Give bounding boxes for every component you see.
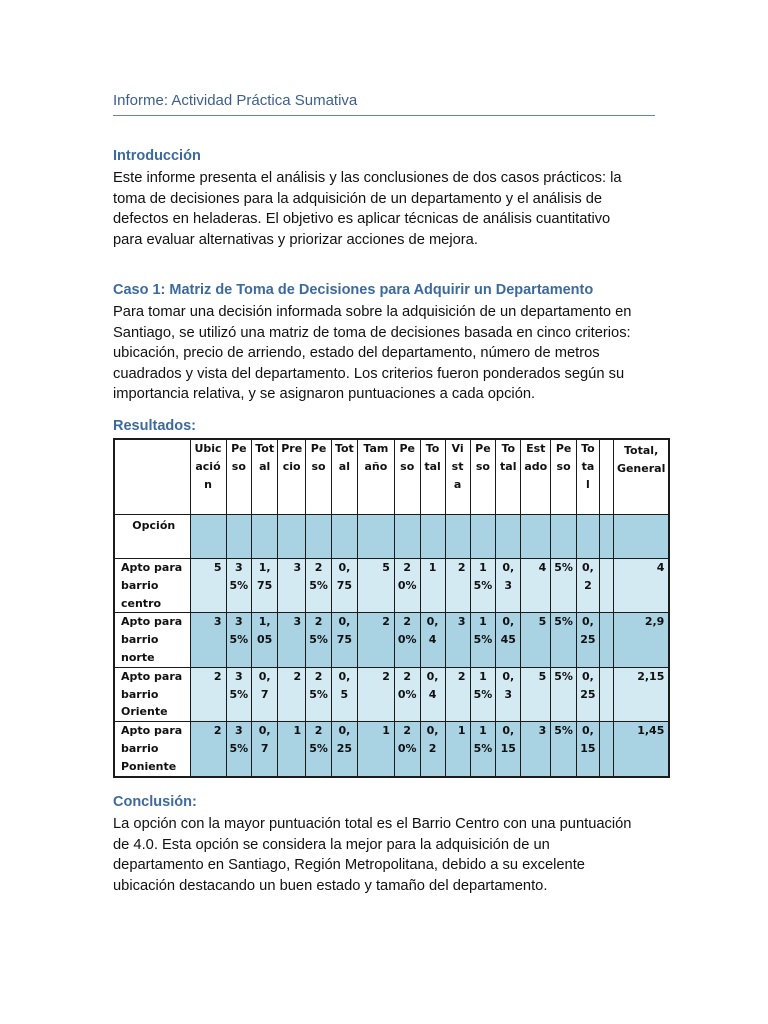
conclusion-line: departamento en Santiago, Región Metropolitana, debido a su excelente <box>113 857 585 873</box>
table-cell: 0,25 <box>576 667 599 721</box>
table-cell: 5 <box>521 667 551 721</box>
row-label: Apto para barrio centro <box>114 559 190 613</box>
table-cell: 3 <box>278 613 306 667</box>
case1-line: Santiago, se utilizó una matriz de toma de decisiones basada en cinco criterios: <box>113 324 631 341</box>
empty-cell <box>470 515 496 559</box>
opcion-label: Opción <box>114 515 190 559</box>
table-cell: 5% <box>551 722 577 777</box>
table-cell: 35% <box>226 722 252 777</box>
table-cell: 0,7 <box>252 722 278 777</box>
results-heading: Resultados: <box>113 418 196 434</box>
table-cell: 20% <box>394 613 420 667</box>
conclusion-line: ubicación destacando un buen estado y tamaño del departamento. <box>113 877 548 894</box>
case1-line: importancia relativa, y se asignaron puntuaciones a cada opción. <box>113 386 536 402</box>
column-header: Total <box>496 439 521 515</box>
table-cell: 5% <box>551 667 577 721</box>
table-cell: 2 <box>278 667 306 721</box>
table-cell: 0,15 <box>496 722 521 777</box>
table-cell: 2,15 <box>613 667 669 721</box>
column-header: Tamaño <box>357 439 394 515</box>
table-cell: 25% <box>306 613 332 667</box>
table-cell: 0,25 <box>331 722 357 777</box>
table-cell <box>599 667 613 721</box>
column-header: Total, General <box>613 439 669 515</box>
case1-line: cuadrados y vista del departamento. Los criterios fueron ponderados según su <box>113 365 625 382</box>
table-cell: 0,2 <box>420 722 445 777</box>
table-cell: 2 <box>190 667 226 721</box>
conclusion-line: de 4.0. Esta opción se considera la mejor para la adquisición de un <box>113 836 550 853</box>
column-header: Peso <box>226 439 252 515</box>
conclusion-paragraph <box>113 814 658 896</box>
table-cell: 1,05 <box>252 613 278 667</box>
intro-paragraph <box>113 168 658 250</box>
empty-cell <box>394 515 420 559</box>
table-cell: 2 <box>357 667 394 721</box>
column-header <box>599 439 613 515</box>
case1-line: Para tomar una decisión informada sobre la adquisición de un departamento en <box>113 304 632 320</box>
table-cell: 0,3 <box>496 559 521 613</box>
case1-paragraph <box>113 302 658 405</box>
intro-line: defectos en heladeras. El objetivo es aplicar técnicas de análisis cuantitativo <box>113 211 611 227</box>
row-label: Apto para barrio Oriente <box>114 667 190 721</box>
empty-cell <box>190 515 226 559</box>
table-cell: 5% <box>551 613 577 667</box>
column-header: Total <box>420 439 445 515</box>
opcion-row <box>114 515 669 559</box>
table-cell: 5% <box>551 559 577 613</box>
table-cell: 3 <box>445 613 470 667</box>
table-cell: 4 <box>613 559 669 613</box>
empty-cell <box>496 515 521 559</box>
table-cell: 1 <box>278 722 306 777</box>
table-cell: 0,25 <box>576 613 599 667</box>
table-row <box>114 613 669 667</box>
column-header: Peso <box>470 439 496 515</box>
table-cell: 3 <box>190 613 226 667</box>
empty-cell <box>551 515 577 559</box>
table-cell: 0,3 <box>496 667 521 721</box>
table-cell: 0,4 <box>420 613 445 667</box>
column-header: Total <box>576 439 599 515</box>
table-cell: 35% <box>226 559 252 613</box>
table-cell: 2 <box>190 722 226 777</box>
column-header: Total <box>331 439 357 515</box>
table-cell: 0,75 <box>331 559 357 613</box>
table-cell <box>599 722 613 777</box>
conclusion-line: La opción con la mayor puntuación total es el Barrio Centro con una puntuación <box>113 816 632 832</box>
table-cell: 5 <box>190 559 226 613</box>
table-cell: 25% <box>306 559 332 613</box>
decision-matrix-table <box>113 438 670 778</box>
table-cell <box>599 613 613 667</box>
table-cell: 35% <box>226 613 252 667</box>
table-cell: 15% <box>470 613 496 667</box>
table-cell: 3 <box>278 559 306 613</box>
conclusion-heading: Conclusión: <box>113 794 197 810</box>
column-header <box>114 439 190 515</box>
table-cell: 1,75 <box>252 559 278 613</box>
table-cell: 20% <box>394 667 420 721</box>
table-cell: 1 <box>357 722 394 777</box>
empty-cell <box>599 515 613 559</box>
table-cell: 1 <box>420 559 445 613</box>
table-cell: 2,9 <box>613 613 669 667</box>
table-cell <box>599 559 613 613</box>
case1-line: ubicación, precio de arriendo, estado del departamento, número de metros <box>113 345 600 361</box>
table-cell: 0,75 <box>331 613 357 667</box>
table-cell: 20% <box>394 559 420 613</box>
table-cell: 2 <box>357 613 394 667</box>
column-header: Peso <box>306 439 332 515</box>
table-header-row <box>114 439 669 515</box>
table-cell: 25% <box>306 667 332 721</box>
column-header: Vista <box>445 439 470 515</box>
column-header: Peso <box>394 439 420 515</box>
empty-cell <box>445 515 470 559</box>
table-cell: 5 <box>521 613 551 667</box>
table-cell: 1 <box>445 722 470 777</box>
intro-line: para evaluar alternativas y priorizar acciones de mejora. <box>113 231 478 248</box>
table-cell: 0,4 <box>420 667 445 721</box>
table-cell: 20% <box>394 722 420 777</box>
column-header: Peso <box>551 439 577 515</box>
column-header: Precio <box>278 439 306 515</box>
table-cell: 0,45 <box>496 613 521 667</box>
case1-heading: Caso 1: Matriz de Toma de Decisiones para Adquirir un Departamento <box>113 282 594 298</box>
table-cell: 2 <box>445 667 470 721</box>
empty-cell <box>278 515 306 559</box>
empty-cell <box>226 515 252 559</box>
empty-cell <box>420 515 445 559</box>
empty-cell <box>357 515 394 559</box>
table-cell: 35% <box>226 667 252 721</box>
table-cell: 25% <box>306 722 332 777</box>
intro-line: Este informe presenta el análisis y las conclusiones de dos casos prácticos: la <box>113 170 622 186</box>
empty-cell <box>252 515 278 559</box>
column-header: Ubicación <box>190 439 226 515</box>
row-label: Apto para barrio Poniente <box>114 722 190 777</box>
column-header: Estado <box>521 439 551 515</box>
document-header: Informe: Actividad Práctica Sumativa <box>113 92 655 116</box>
table-cell: 3 <box>521 722 551 777</box>
empty-cell <box>306 515 332 559</box>
intro-line: toma de decisiones para la adquisición de un departamento y el análisis de <box>113 190 603 207</box>
table-row <box>114 667 669 721</box>
table-cell: 2 <box>445 559 470 613</box>
row-label: Apto para barrio norte <box>114 613 190 667</box>
table-cell: 0,2 <box>576 559 599 613</box>
table-cell: 5 <box>357 559 394 613</box>
table-cell: 15% <box>470 722 496 777</box>
empty-cell <box>576 515 599 559</box>
table-row <box>114 722 669 777</box>
table-row <box>114 559 669 613</box>
intro-heading: Introducción <box>113 148 201 164</box>
table-cell: 4 <box>521 559 551 613</box>
column-header: Total <box>252 439 278 515</box>
empty-cell <box>613 515 669 559</box>
table-cell: 0,5 <box>331 667 357 721</box>
table-cell: 0,15 <box>576 722 599 777</box>
table-cell: 15% <box>470 559 496 613</box>
table-cell: 1,45 <box>613 722 669 777</box>
table-cell: 15% <box>470 667 496 721</box>
empty-cell <box>521 515 551 559</box>
table-cell: 0,7 <box>252 667 278 721</box>
empty-cell <box>331 515 357 559</box>
